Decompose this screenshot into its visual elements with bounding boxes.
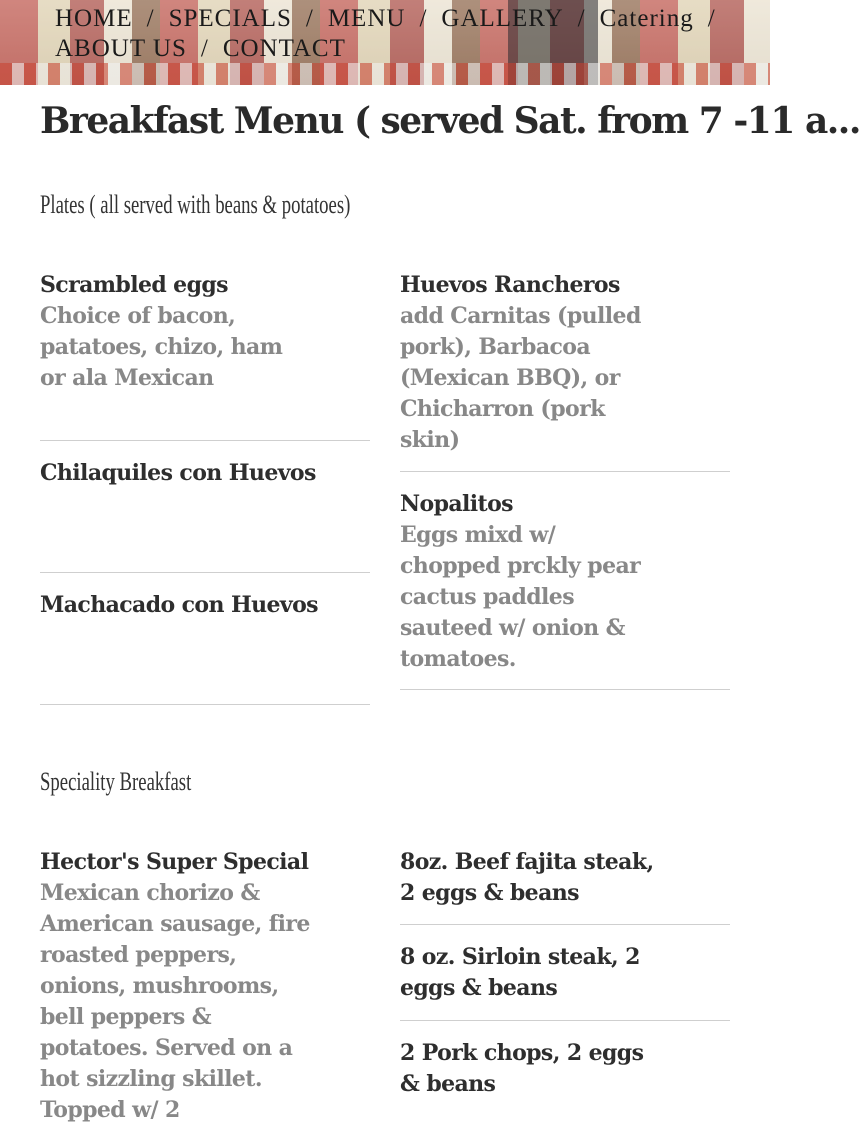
menu-item-name: Hector's Super Special <box>40 849 309 875</box>
menu-item-name: Huevos Rancheros <box>400 272 620 298</box>
section-title-plates: Plates ( all served with beans & potatoes) <box>40 190 351 219</box>
menu-item <box>40 573 370 704</box>
menu-item <box>400 1021 730 1116</box>
nav-separator: / <box>707 5 716 32</box>
menu-item <box>400 472 730 689</box>
menu-item-description: Mexican chorizo & American sausage, fire roasted peppers, onions, mushrooms, bell peppers & potatoes. Served on a hot sizzling skillet. Topped w/ 2 <box>40 880 310 1123</box>
menu-item-description: Choice of bacon, patatoes, chizo, ham or ala Mexican <box>40 303 283 391</box>
menu-item-description: Eggs mixd w/ chopped prckly pear cactus paddles sauteed w/ onion & tomatoes. <box>400 522 641 672</box>
main-nav <box>55 4 755 64</box>
menu-item <box>400 847 730 913</box>
nav-specials[interactable]: SPECIALS <box>168 5 292 32</box>
nav-separator: / <box>146 5 155 32</box>
menu-item <box>400 270 730 459</box>
menu-item-name: 8oz. Beef fajita steak, 2 eggs & beans <box>400 849 654 906</box>
nav-separator: / <box>419 5 428 32</box>
banner-tiles <box>0 63 770 85</box>
item-divider <box>400 689 730 690</box>
nav-catering[interactable]: Catering <box>599 5 694 32</box>
menu-item-name: Machacado con Huevos <box>40 592 318 618</box>
section-title-speciality: Speciality Breakfast <box>40 767 192 796</box>
menu-item-name: 2 Pork chops, 2 eggs & beans <box>400 1040 644 1097</box>
plates-right-column <box>400 270 730 690</box>
item-divider <box>40 704 370 705</box>
nav-menu[interactable]: MENU <box>327 5 406 32</box>
nav-home[interactable]: HOME <box>55 5 133 32</box>
header-banner <box>0 0 770 85</box>
speciality-right-column <box>400 847 730 1116</box>
nav-about-us[interactable]: ABOUT US <box>55 35 187 62</box>
menu-item <box>40 270 370 428</box>
menu-item <box>40 441 370 572</box>
nav-gallery[interactable]: GALLERY <box>441 5 564 32</box>
nav-separator: / <box>577 5 586 32</box>
nav-separator: / <box>200 35 209 62</box>
nav-contact[interactable]: CONTACT <box>222 35 346 62</box>
plates-left-column <box>40 270 370 705</box>
menu-item <box>400 925 730 1020</box>
menu-item-name: Nopalitos <box>400 491 513 517</box>
menu-item-name: Scrambled eggs <box>40 272 228 298</box>
menu-item <box>40 847 370 1126</box>
menu-item-name: 8 oz. Sirloin steak, 2 eggs & beans <box>400 944 640 1001</box>
speciality-left-column <box>40 847 370 1126</box>
page-title: Breakfast Menu ( served Sat. from 7 -11 a... <box>40 100 860 142</box>
nav-separator: / <box>305 5 314 32</box>
menu-item-name: Chilaquiles con Huevos <box>40 460 316 486</box>
menu-item-description: add Carnitas (pulled pork), Barbacoa (Mexican BBQ), or Chicharron (pork skin) <box>400 303 641 453</box>
